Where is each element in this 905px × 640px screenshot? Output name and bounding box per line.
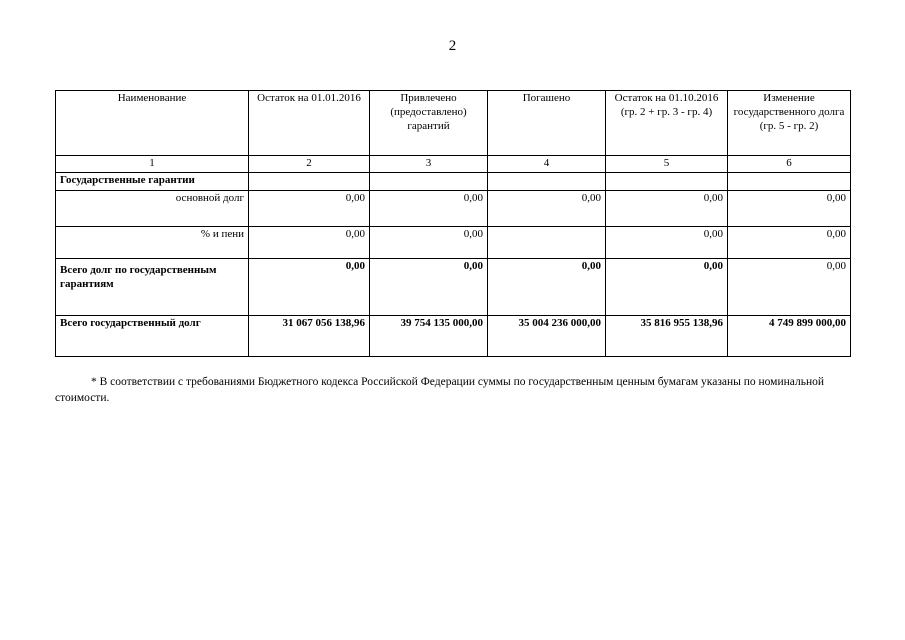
header-cell: Привлечено (предоставлено) гарантий — [370, 91, 488, 156]
page-number: 2 — [448, 38, 457, 54]
table-cell: 0,00 — [728, 191, 851, 227]
table-cell: 35 004 236 000,00 — [488, 316, 606, 357]
table-cell: 39 754 135 000,00 — [370, 316, 488, 357]
table-cell: 0,00 — [370, 191, 488, 227]
table-cell: 0,00 — [728, 227, 851, 259]
row-name: Государственные гарантии — [56, 173, 249, 191]
table-cell: 0,00 — [249, 259, 370, 316]
header-cell: Наименование — [56, 91, 249, 156]
row-name: Всего государственный долг — [56, 316, 249, 357]
table-cell: 0,00 — [488, 259, 606, 316]
row-name: основной долг — [56, 191, 249, 227]
table-cell — [370, 173, 488, 191]
column-number: 6 — [728, 156, 851, 173]
table-cell: 0,00 — [606, 259, 728, 316]
table-cell: 0,00 — [249, 191, 370, 227]
table-cell: 0,00 — [370, 259, 488, 316]
table-cell: 0,00 — [606, 227, 728, 259]
column-number: 1 — [56, 156, 249, 173]
table-row — [56, 191, 851, 227]
table-cell: 31 067 056 138,96 — [249, 316, 370, 357]
table-cell: 0,00 — [606, 191, 728, 227]
table-cell: 0,00 — [249, 227, 370, 259]
table-cell: 0,00 — [488, 191, 606, 227]
column-number: 3 — [370, 156, 488, 173]
table-cell: 0,00 — [728, 259, 851, 316]
table-row — [56, 316, 851, 357]
column-number: 2 — [249, 156, 370, 173]
column-number-row — [56, 156, 851, 173]
column-number: 5 — [606, 156, 728, 173]
column-number: 4 — [488, 156, 606, 173]
header-cell: Погашено — [488, 91, 606, 156]
table-cell — [488, 227, 606, 259]
footnote: * В соответствии с требованиями Бюджетного кодекса Российской Федерации суммы по государственным ценным бумагам указаны по номинальной стоимости. — [55, 376, 825, 404]
table-row — [56, 173, 851, 191]
header-cell: Остаток на 01.01.2016 — [249, 91, 370, 156]
table-row — [56, 259, 851, 316]
table-cell: 4 749 899 000,00 — [728, 316, 851, 357]
row-name: Всего долг по государственным гарантиям — [56, 259, 249, 316]
header-cell: Остаток на 01.10.2016 (гр. 2 + гр. 3 - гр. 4) — [606, 91, 728, 156]
row-name: % и пени — [56, 227, 249, 259]
table-cell — [606, 173, 728, 191]
debt-table — [55, 90, 851, 357]
header-cell: Изменение государственного долга (гр. 5 - гр. 2) — [728, 91, 851, 156]
table-cell: 35 816 955 138,96 — [606, 316, 728, 357]
table-cell: 0,00 — [370, 227, 488, 259]
table-row — [56, 227, 851, 259]
table-cell — [488, 173, 606, 191]
table-cell — [728, 173, 851, 191]
table-cell — [249, 173, 370, 191]
table-header-row — [56, 91, 851, 156]
